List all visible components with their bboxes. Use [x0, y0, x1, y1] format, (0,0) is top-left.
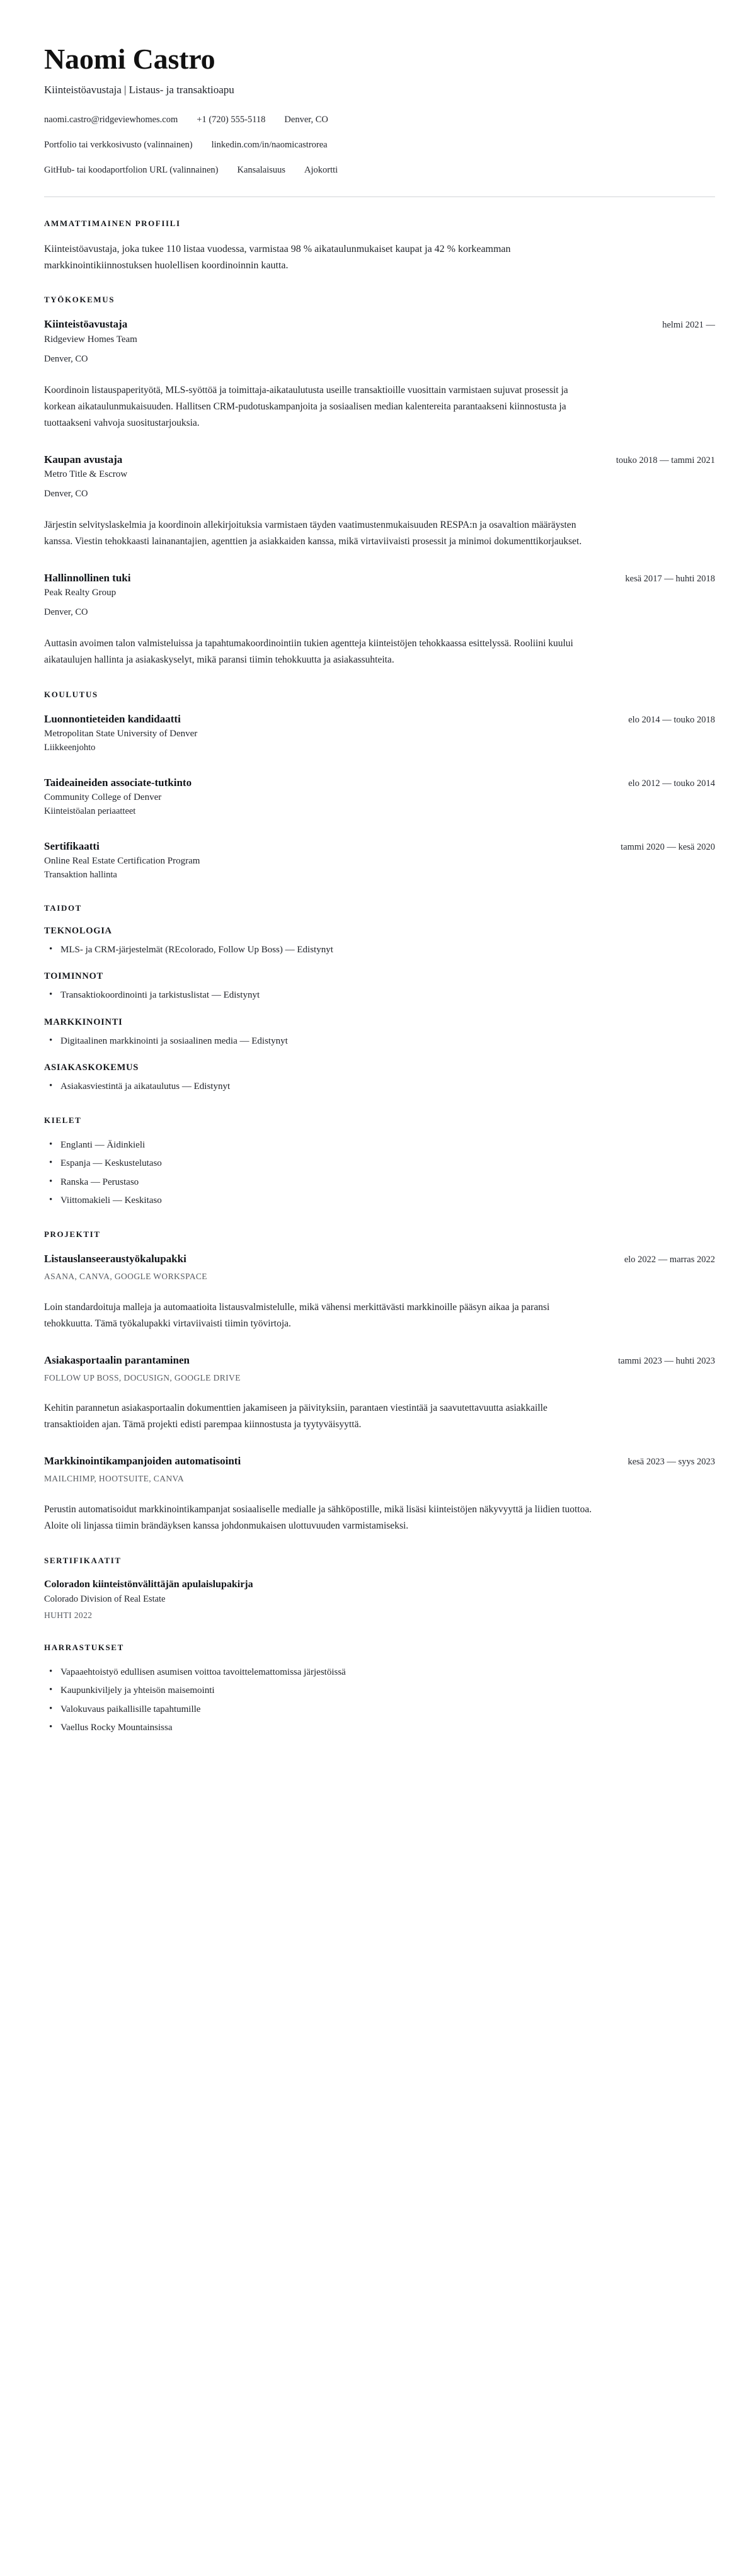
language-item: • Espanja — Keskustelutaso: [44, 1156, 715, 1171]
section-hobbies: [44, 1643, 715, 1735]
contact-row-extra: [44, 164, 715, 178]
education-date: elo 2014 — touko 2018: [628, 714, 715, 725]
section-languages: [44, 1115, 715, 1208]
skill-list: [44, 988, 715, 1003]
experience-company: Ridgeview Homes Team: [44, 334, 137, 345]
section-title-hobbies: HARRASTUKSET: [44, 1643, 124, 1653]
experience-entry: [44, 317, 715, 431]
section-summary: [44, 219, 715, 274]
section-title-skills: TAIDOT: [44, 903, 82, 913]
skill-item: • Transaktiokoordinointi ja tarkistuslistat — Edistynyt: [44, 988, 715, 1003]
skill-list: [44, 1034, 715, 1049]
skill-group-name: MARKKINOINTI: [44, 1017, 123, 1027]
language-item: • Viittomakieli — Keskitaso: [44, 1194, 715, 1208]
skill-list: [44, 943, 715, 957]
education-field: Liikkeenjohto: [44, 743, 96, 753]
section-title-certificates: SERTIFIKAATIT: [44, 1555, 122, 1565]
experience-entry-head: [44, 317, 715, 331]
experience-description: Koordinoin listauspaperityötä, MLS-syöttöä ja toimittaja-aikataulutusta useille transaktioille vuosittain varmistaen sujuvat prosessit ja korkean aikataulunmukaisuuden. Hallitsen CRM-pudotuskampanjoita ja sosiaalisen median kalentereita parantaakseni kiinnostusta ja tuottaakseni vahvoja suositustarjouksia.: [44, 384, 568, 428]
skill-group-name: TEKNOLOGIA: [44, 926, 112, 937]
experience-entry: [44, 571, 715, 668]
hobby-item: • Kaupunkiviljely ja yhteisön maisemointi: [44, 1684, 715, 1698]
experience-entry-head: [44, 453, 715, 466]
hobby-item: • Vapaaehtoistyö edullisen asumisen voittoa tavoittelemattomissa järjestöissä: [44, 1665, 715, 1680]
certificate-entry: [44, 1578, 715, 1622]
section-title-languages: KIELET: [44, 1115, 82, 1126]
contact-row-primary: [44, 113, 715, 127]
contact-driving-license: Ajokortti: [304, 164, 338, 175]
education-date: elo 2012 — touko 2014: [628, 778, 715, 789]
education-date: tammi 2020 — kesä 2020: [621, 841, 715, 852]
project-entry: [44, 1354, 715, 1433]
section-title-experience: TYÖKOKEMUS: [44, 295, 115, 305]
hobby-item: • Valokuvaus paikallisille tapahtumille: [44, 1702, 715, 1717]
experience-location: Denver, CO: [44, 489, 88, 499]
contact-phone[interactable]: +1 (720) 555-5118: [197, 115, 266, 125]
education-entry: [44, 712, 715, 755]
project-description: Loin standardoituja malleja ja automaatioita listausvalmistelulle, mikä vähensi merkittävästi markkinoille pääsyn aikaa ja paransi tehokkuutta. Tämä työkalupakki virtaviivaisti tiimin työvirtoja.: [44, 1301, 550, 1329]
education-school: Community College of Denver: [44, 792, 162, 803]
skill-item: • Digitaalinen markkinointi ja sosiaalinen media — Edistynyt: [44, 1034, 715, 1049]
contact-location: Denver, CO: [284, 115, 328, 125]
education-school: Metropolitan State University of Denver: [44, 729, 198, 739]
experience-location: Denver, CO: [44, 607, 88, 618]
experience-role: Hallinnollinen tuki: [44, 571, 131, 584]
project-stack: FOLLOW UP BOSS, DOCUSIGN, GOOGLE DRIVE: [44, 1372, 241, 1382]
contact-row-portfolio: [44, 139, 715, 152]
experience-entry-head: [44, 571, 715, 584]
education-entry: [44, 776, 715, 818]
education-school: Online Real Estate Certification Program: [44, 856, 200, 867]
language-item: • Englanti — Äidinkieli: [44, 1138, 715, 1153]
skill-group-operations: [44, 971, 715, 1003]
certificate-name: Coloradon kiinteistönvälittäjän apulaislupakirja: [44, 1578, 253, 1590]
skill-group-name: ASIAKASKOKEMUS: [44, 1062, 139, 1073]
skill-group-marketing: [44, 1017, 715, 1049]
education-field: Transaktion hallinta: [44, 870, 117, 881]
project-description: Perustin automatisoidut markkinointikampanjat sosiaaliselle medialle ja sähköpostille, mikä lisäsi kiinteistöjen näkyvyyttä ja liidien tuottoa. Aloite oli linjassa tiimin brändäyksen kanssa johdonmukaisen ulottuvuuden varmistamiseksi.: [44, 1503, 592, 1531]
summary-text: Kiinteistöavustaja, joka tukee 110 listaa vuodessa, varmistaa 98 % aikataulunmukaiset kaupat ja 42 % korkeamman markkinointikiinnostuksen huolellisen koordinoinnin kautta.: [44, 243, 511, 271]
project-description: Kehitin parannetun asiakasportaalin dokumenttien jakamiseen ja päivityksiin, parantaen viestintää ja saavutettavuutta asiakkaille transaktioiden ajan. Tämä projekti edisti parempaa kiinnostusta ja tyytyväisyyttä.: [44, 1403, 547, 1430]
education-entry-head: [44, 840, 715, 853]
project-name: Asiakasportaalin parantaminen: [44, 1354, 190, 1366]
section-skills: [44, 903, 715, 1094]
experience-role: Kaupan avustaja: [44, 453, 123, 465]
candidate-headline: Kiinteistöavustaja | Listaus- ja transaktioapu: [44, 84, 234, 96]
education-degree: Taideaineiden associate-tutkinto: [44, 776, 192, 789]
experience-entry: [44, 453, 715, 550]
project-stack: ASANA, CANVA, GOOGLE WORKSPACE: [44, 1272, 207, 1282]
experience-description: Auttasin avoimen talon valmisteluissa ja tapahtumakoordinointiin tukien agentteja kiinteistöjen tehokkaassa esittelyssä. Rooliini kuului aikataulujen hallinta ja asiakaskyselyt, mikä paransi tiimin tehokkuutta ja asiakassuhteita.: [44, 637, 573, 665]
project-entry: [44, 1454, 715, 1534]
experience-date: touko 2018 — tammi 2021: [616, 455, 715, 465]
experience-date: helmi 2021 —: [662, 320, 715, 331]
skill-group-client-experience: [44, 1063, 715, 1094]
contact-email[interactable]: naomi.castro@ridgeviewhomes.com: [44, 115, 178, 125]
language-item: • Ranska — Perustaso: [44, 1175, 715, 1190]
section-projects: [44, 1229, 715, 1534]
project-entry-head: [44, 1252, 715, 1265]
education-degree: Luonnontieteiden kandidaatti: [44, 712, 181, 725]
section-title-education: KOULUTUS: [44, 689, 98, 699]
skill-list: [44, 1080, 715, 1094]
section-title-projects: PROJEKTIT: [44, 1229, 101, 1240]
project-date: elo 2022 — marras 2022: [624, 1255, 715, 1265]
experience-location: Denver, CO: [44, 353, 88, 364]
certificate-date: HUHTI 2022: [44, 1610, 93, 1620]
project-date: kesä 2023 — syys 2023: [627, 1457, 715, 1468]
education-entry-head: [44, 712, 715, 726]
language-list: [44, 1138, 715, 1208]
contact-linkedin[interactable]: linkedin.com/in/naomicastrorea: [211, 140, 328, 151]
contact-citizenship: Kansalaisuus: [237, 164, 286, 175]
section-certificates: [44, 1556, 715, 1622]
contact-github-placeholder[interactable]: GitHub- tai koodaportfolion URL (valinnainen): [44, 164, 219, 175]
section-education: [44, 690, 715, 882]
certificate-issuer: Colorado Division of Real Estate: [44, 1594, 166, 1605]
contact-portfolio-placeholder[interactable]: Portfolio tai verkkosivusto (valinnainen): [44, 140, 193, 151]
resume-header: [44, 44, 715, 197]
project-name: Listauslanseeraustyökalupakki: [44, 1253, 186, 1265]
experience-company: Peak Realty Group: [44, 587, 117, 598]
education-degree: Sertifikaatti: [44, 840, 100, 852]
education-entry: [44, 840, 715, 882]
education-field: Kiinteistöalan periaatteet: [44, 806, 136, 817]
experience-description: Järjestin selvityslaskelmia ja koordinoin allekirjoituksia varmistaen täyden vaatimustenmukaisuuden RESPA:n ja osavaltion määräysten kanssa. Viestin tehokkaasti lainanantajien, agenttien ja asiakkaiden kanssa, mikä virtaviivaisti prosessit ja minimoi dokumenttikorjaukset.: [44, 519, 582, 547]
project-entry-head: [44, 1354, 715, 1367]
project-name: Markkinointikampanjoiden automatisointi: [44, 1455, 241, 1468]
project-entry: [44, 1252, 715, 1332]
project-stack: MAILCHIMP, HOOTSUITE, CANVA: [44, 1474, 185, 1484]
project-date: tammi 2023 — huhti 2023: [618, 1355, 715, 1366]
skill-item: • Asiakasviestintä ja aikataulutus — Edistynyt: [44, 1080, 715, 1094]
experience-role: Kiinteistöavustaja: [44, 318, 128, 331]
hobby-item: • Vaellus Rocky Mountainsissa: [44, 1721, 715, 1735]
candidate-name: Naomi Castro: [44, 43, 215, 75]
education-entry-head: [44, 776, 715, 789]
experience-company: Metro Title & Escrow: [44, 469, 128, 479]
experience-date: kesä 2017 — huhti 2018: [625, 573, 715, 584]
skill-group-technology: [44, 926, 715, 957]
project-entry-head: [44, 1454, 715, 1468]
skill-item: • MLS- ja CRM-järjestelmät (REcolorado, Follow Up Boss) — Edistynyt: [44, 943, 715, 957]
skill-group-name: TOIMINNOT: [44, 971, 103, 982]
hobby-list: [44, 1665, 715, 1735]
section-title-summary: AMMATTIMAINEN PROFIILI: [44, 218, 181, 228]
section-experience: [44, 295, 715, 668]
